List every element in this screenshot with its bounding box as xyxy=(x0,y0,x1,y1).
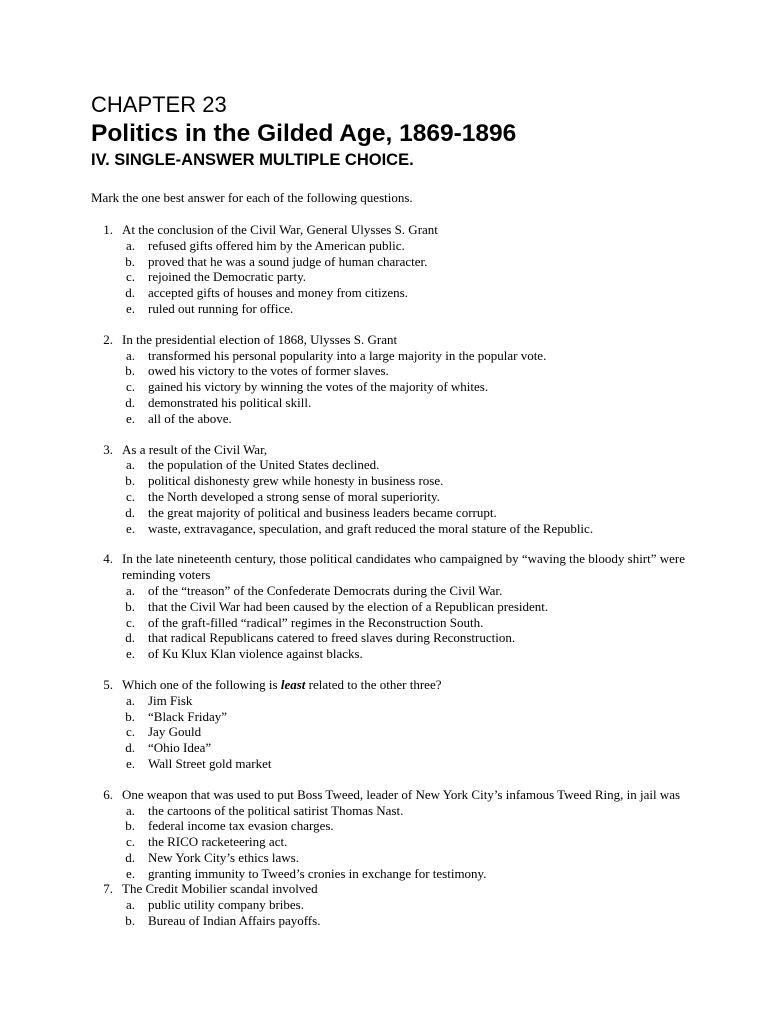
option-letter: d. xyxy=(125,849,135,865)
question-number: 1. xyxy=(103,222,113,237)
option-item xyxy=(113,599,708,615)
question-number: 5. xyxy=(103,676,113,692)
question-7 xyxy=(91,881,708,928)
question-2 xyxy=(91,332,708,427)
option-letter: b. xyxy=(125,913,135,929)
question-number: 6. xyxy=(103,786,113,802)
option-item xyxy=(113,913,708,929)
option-letter: c. xyxy=(125,488,135,504)
option-letter: a. xyxy=(125,582,135,598)
option-item xyxy=(113,850,708,866)
option-letter: c. xyxy=(125,834,135,850)
option-letter: b. xyxy=(125,363,135,379)
option-text: New York City’s ethics laws. xyxy=(148,849,299,865)
option-item xyxy=(113,897,708,913)
question-text: The Credit Mobilier scandal involved xyxy=(122,881,318,897)
option-item xyxy=(113,411,708,427)
option-text: granting immunity to Tweed’s cronies in exchange for testimony. xyxy=(148,865,487,881)
option-text: of the “treason” of the Confederate Democrats during the Civil War. xyxy=(148,582,503,598)
option-letter: a. xyxy=(125,347,135,363)
option-letter: c. xyxy=(125,614,135,630)
option-letter: b. xyxy=(125,818,135,834)
option-letter: a. xyxy=(125,457,135,473)
option-item xyxy=(113,803,708,819)
option-letter: d. xyxy=(125,394,135,410)
option-text: proved that he was a sound judge of human character. xyxy=(148,253,428,269)
option-letter: b. xyxy=(125,708,135,724)
option-item xyxy=(113,646,708,662)
question-4 xyxy=(91,551,708,662)
option-item xyxy=(113,834,708,850)
option-letter: a. xyxy=(125,802,135,818)
option-item xyxy=(113,583,708,599)
question-text: As a result of the Civil War, xyxy=(122,441,268,457)
option-text: of the graft-filled “radical” regimes in the Reconstruction South. xyxy=(148,614,484,630)
option-text: ruled out running for office. xyxy=(148,300,294,316)
option-text: “Black Friday” xyxy=(148,708,228,724)
question-text: One weapon that was used to put Boss Tweed, leader of New York City’s infamous Tweed Ring, in jail was xyxy=(122,786,681,802)
option-text: that radical Republicans catered to freed slaves during Reconstruction. xyxy=(148,630,516,646)
option-item xyxy=(113,630,708,646)
option-list xyxy=(91,238,708,317)
option-item xyxy=(113,756,708,772)
option-item xyxy=(113,395,708,411)
option-text: accepted gifts of houses and money from citizens. xyxy=(148,285,408,301)
option-text: the cartoons of the political satirist Thomas Nast. xyxy=(148,802,404,818)
option-letter: c. xyxy=(125,724,135,740)
option-letter: c. xyxy=(125,379,135,395)
option-letter: d. xyxy=(125,504,135,520)
section-heading: IV. SINGLE-ANSWER MULTIPLE CHOICE. xyxy=(91,151,414,169)
question-1 xyxy=(91,222,708,317)
instructions: Mark the one best answer for each of the following questions. xyxy=(91,190,413,205)
option-text: refused gifts offered him by the American public. xyxy=(148,237,405,253)
option-list xyxy=(91,803,708,882)
option-letter: d. xyxy=(125,630,135,646)
option-list xyxy=(91,348,708,427)
option-text: rejoined the Democratic party. xyxy=(148,269,306,285)
option-text: public utility company bribes. xyxy=(148,897,304,913)
option-item xyxy=(113,269,708,285)
option-item xyxy=(113,693,708,709)
question-6 xyxy=(91,787,708,882)
option-text: the RICO racketeering act. xyxy=(148,834,288,850)
question-number: 3. xyxy=(103,441,113,457)
question-text-before: Which one of the following is xyxy=(122,676,281,692)
option-text: transformed his personal popularity into a large majority in the popular vote. xyxy=(148,347,547,363)
option-text: Jay Gould xyxy=(148,724,202,740)
option-letter: e. xyxy=(125,410,135,426)
option-letter: d. xyxy=(125,740,135,756)
option-letter: c. xyxy=(125,269,135,285)
option-item xyxy=(113,238,708,254)
option-item xyxy=(113,379,708,395)
option-item xyxy=(113,285,708,301)
option-letter: b. xyxy=(125,598,135,614)
option-item xyxy=(113,348,708,364)
option-text: gained his victory by winning the votes of the majority of whites. xyxy=(148,379,489,395)
option-text: the great majority of political and business leaders became corrupt. xyxy=(148,504,497,520)
option-list xyxy=(91,693,708,772)
option-text: Jim Fisk xyxy=(148,692,193,708)
option-letter: e. xyxy=(125,755,135,771)
option-text: political dishonesty grew while honesty in business rose. xyxy=(148,473,444,489)
option-item xyxy=(113,521,708,537)
option-text: federal income tax evasion charges. xyxy=(148,818,334,834)
option-text: “Ohio Idea” xyxy=(148,740,212,756)
option-item xyxy=(113,818,708,834)
option-letter: e. xyxy=(125,865,135,881)
option-letter: a. xyxy=(125,897,135,913)
question-5 xyxy=(91,677,708,772)
option-text: all of the above. xyxy=(148,410,232,426)
question-number: 4. xyxy=(103,551,113,567)
option-letter: a. xyxy=(125,237,135,253)
option-letter: a. xyxy=(125,692,135,708)
option-item xyxy=(113,709,708,725)
option-text: that the Civil War had been caused by the election of a Republican president. xyxy=(148,598,549,614)
chapter-heading: CHAPTER 23 xyxy=(91,92,227,117)
option-item xyxy=(113,457,708,473)
question-3 xyxy=(91,442,708,537)
option-list xyxy=(91,583,708,662)
question-text: In the late nineteenth century, those political candidates who campaigned by “waving the bloody shirt” were reminding voters xyxy=(122,551,686,583)
option-item xyxy=(113,615,708,631)
option-list xyxy=(91,457,708,536)
question-number: 2. xyxy=(103,331,113,347)
option-text: the North developed a strong sense of moral superiority. xyxy=(148,488,440,504)
option-item xyxy=(113,254,708,270)
option-letter: e. xyxy=(125,646,135,662)
question-text-emphasis: least xyxy=(280,676,306,692)
question-text xyxy=(113,677,708,693)
option-list xyxy=(91,897,708,929)
option-item xyxy=(113,724,708,740)
option-letter: d. xyxy=(125,285,135,301)
option-letter: b. xyxy=(125,253,135,269)
option-text: owed his victory to the votes of former slaves. xyxy=(148,363,389,379)
option-item xyxy=(113,489,708,505)
option-item xyxy=(113,866,708,882)
question-text: At the conclusion of the Civil War, General Ulysses S. Grant xyxy=(122,222,438,237)
option-item xyxy=(113,301,708,317)
question-text: In the presidential election of 1868, Ulysses S. Grant xyxy=(122,331,398,347)
option-text: of Ku Klux Klan violence against blacks. xyxy=(148,646,363,662)
option-letter: b. xyxy=(125,473,135,489)
option-letter: e. xyxy=(125,520,135,536)
question-text-after: related to the other three? xyxy=(305,676,442,692)
chapter-title: Politics in the Gilded Age, 1869-1896 xyxy=(91,120,517,147)
option-letter: e. xyxy=(125,300,135,316)
option-text: Bureau of Indian Affairs payoffs. xyxy=(148,913,321,929)
question-number: 7. xyxy=(103,881,113,897)
option-text: waste, extravagance, speculation, and graft reduced the moral stature of the Republic. xyxy=(148,520,594,536)
option-item xyxy=(113,473,708,489)
option-text: demonstrated his political skill. xyxy=(148,394,312,410)
option-item xyxy=(113,363,708,379)
option-text: the population of the United States declined. xyxy=(148,457,380,473)
option-text: Wall Street gold market xyxy=(148,755,272,771)
question-list xyxy=(91,222,708,929)
option-item xyxy=(113,505,708,521)
option-item xyxy=(113,740,708,756)
